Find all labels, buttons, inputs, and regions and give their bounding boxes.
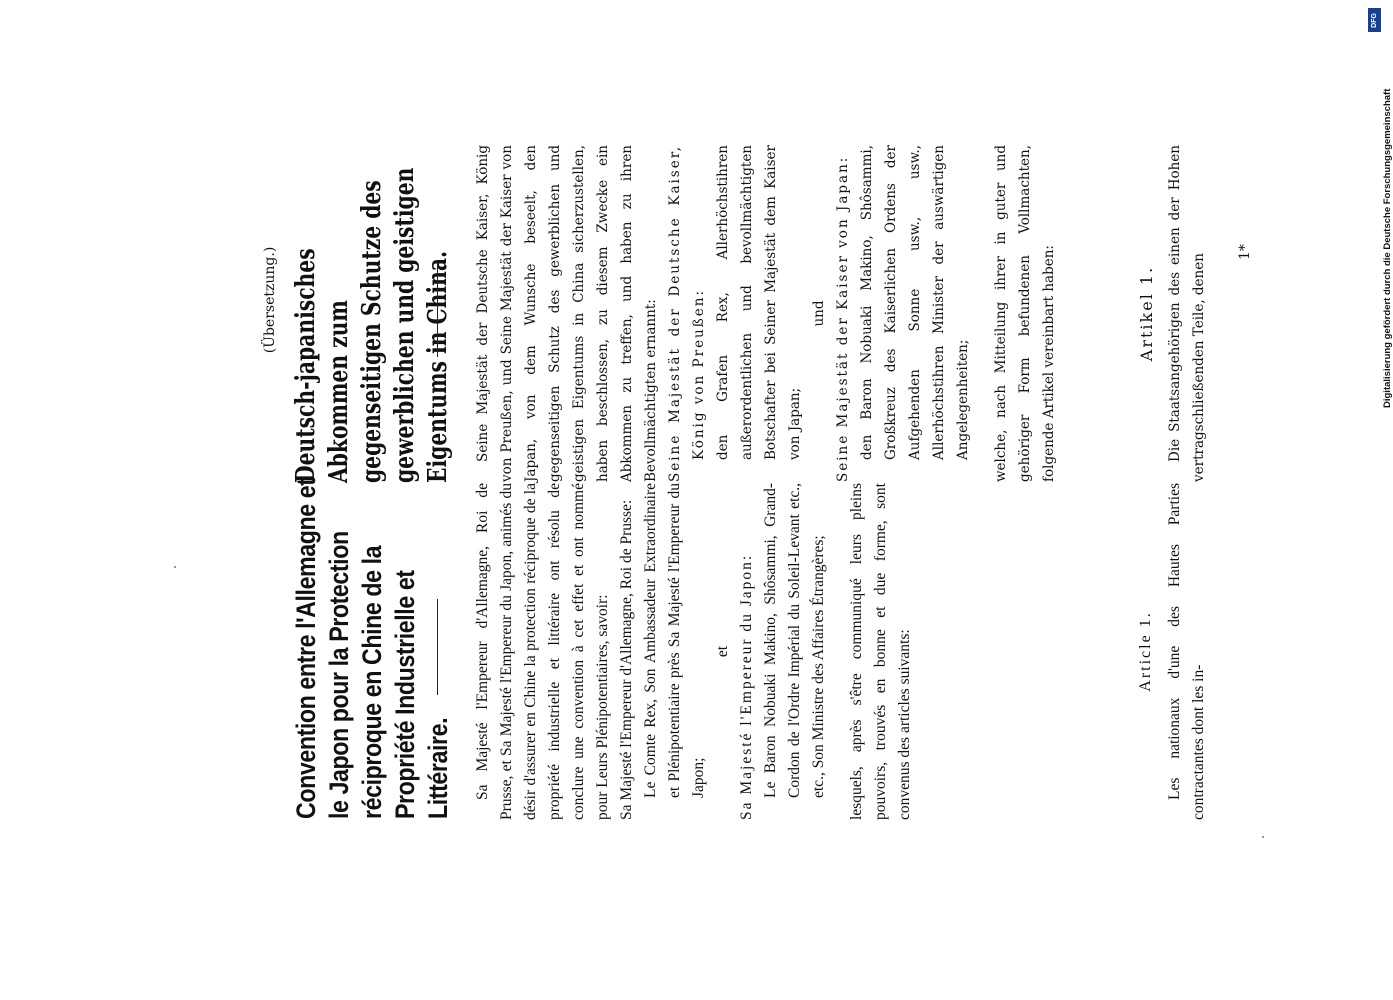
german-conjunction: und (811, 300, 827, 327)
german-closing: welche, nach Mitteilung ihrer in guter und gehöriger Form befundenen Vollmachten, folgende Artikel vereinbart haben: (993, 145, 1057, 482)
german-body (471, 145, 1061, 482)
french-title: Convention entre l'Allemagne et le Japon pour la Protection réciproque en Chine de la Propriété Industrielle et Littéraire. (291, 478, 453, 819)
french-preamble: Sa Majesté l'Empereur d'Allemagne, Roi de Prusse, et Sa Majesté l'Empereur du Japon, animés du désir d'assurer en Chine la protection réciproque de la propriété industrielle et littéraire ont résolu de conclure une convention à cet effet et ont nommé pour Leurs Plénipotentiaires, savoir: (474, 483, 611, 820)
german-article-title: Artikel 1. (1137, 265, 1156, 362)
french-title-rule (437, 599, 438, 695)
french-conjunction: et (714, 645, 731, 658)
digitization-credit-text: Digitalisierung gefördert durch die Deutsche Forschungsgemeinschaft (1382, 88, 1393, 408)
french-plenipotentiary-2-body: Le Baron Nobuaki Makino, Shôsammi, Grand-Cordon de l'Ordre Impérial du Soleil-Levant etc., etc., Son Ministre des Affaires Étrangères; (762, 483, 827, 798)
german-plenipotentiary-1-head: Seine Majestät der Deutsche Kaiser, König von Preußen: (667, 145, 707, 482)
german-plenipotentiary-1-body: den Grafen Rex, Allerhöchstihren außerordentlichen und bevollmächtigten Botschafter bei Seiner Majestät dem Kaiser von Japan; (715, 145, 803, 460)
german-title: Deutsch-japanisches Abkommen zum gegenseitigen Schutze des gewerblichen und geistigen Eigentums in China. (291, 167, 453, 483)
scan-speck (174, 566, 176, 568)
page-signature-mark: 1* (1237, 244, 1253, 260)
german-plenipotentiary-2-head: Seine Majestät der Kaiser von Japan: (835, 155, 851, 482)
french-closing: lesquels, après s'être communiqué leurs pleins pouvoirs, trouvés en bonne et due forme, sont convenus des articles suivants: (848, 483, 913, 820)
french-article-title: Article 1. (1137, 611, 1154, 692)
french-title-block (290, 474, 455, 819)
french-article-1-text: Les nationaux d'une des Hautes Parties contractantes dont les in- (1166, 483, 1207, 820)
french-plenipotentiary-1-head: Sa Majesté l'Empereur d'Allemagne, Roi de Prusse: (618, 499, 635, 820)
digitization-credit (1366, 8, 1393, 408)
german-title-block (290, 143, 455, 483)
german-preamble: Seine Majestät der Deutsche Kaiser, König von Preußen, und Seine Majestät der Kaiser von Japan, von dem Wunsche beseelt, den gegenseitigen Schutz des gewerblichen und geistigen Eigentums in China sicherzustellen, haben beschlossen, zu diesem Zwecke ein Abkommen zu treffen, und haben zu ihren Bevollmächtigten ernannt: (475, 145, 659, 482)
scan-speck (1262, 836, 1264, 838)
french-body (471, 483, 917, 820)
french-article-text (1163, 483, 1211, 820)
german-article-text (1163, 145, 1211, 482)
translation-note: (Übersetzung.) (262, 246, 278, 354)
french-plenipotentiary-1-body: Le Comte Rex, Son Ambassadeur Extraordinaire et Plénipotentiaire près Sa Majesté l'Empereur du Japon; (642, 483, 707, 798)
french-plenipotentiary-2-head: Sa Majesté l'Empereur du Japon: (738, 553, 755, 820)
german-plenipotentiary-2-body: den Baron Nobuaki Makino, Shôsammi, Großkreuz des Kaiserlichen Ordens der Aufgehenden Sonne usw., usw., Allerhöchstihren Minister der auswärtigen Angelegenheiten; (859, 145, 971, 460)
german-article-1-text: Die Staatsangehörigen des einen der Hohen vertragschließenden Teile, denen (1167, 145, 1207, 482)
dfg-logo-text: DFG (1371, 12, 1378, 28)
german-title-rule (437, 261, 438, 357)
